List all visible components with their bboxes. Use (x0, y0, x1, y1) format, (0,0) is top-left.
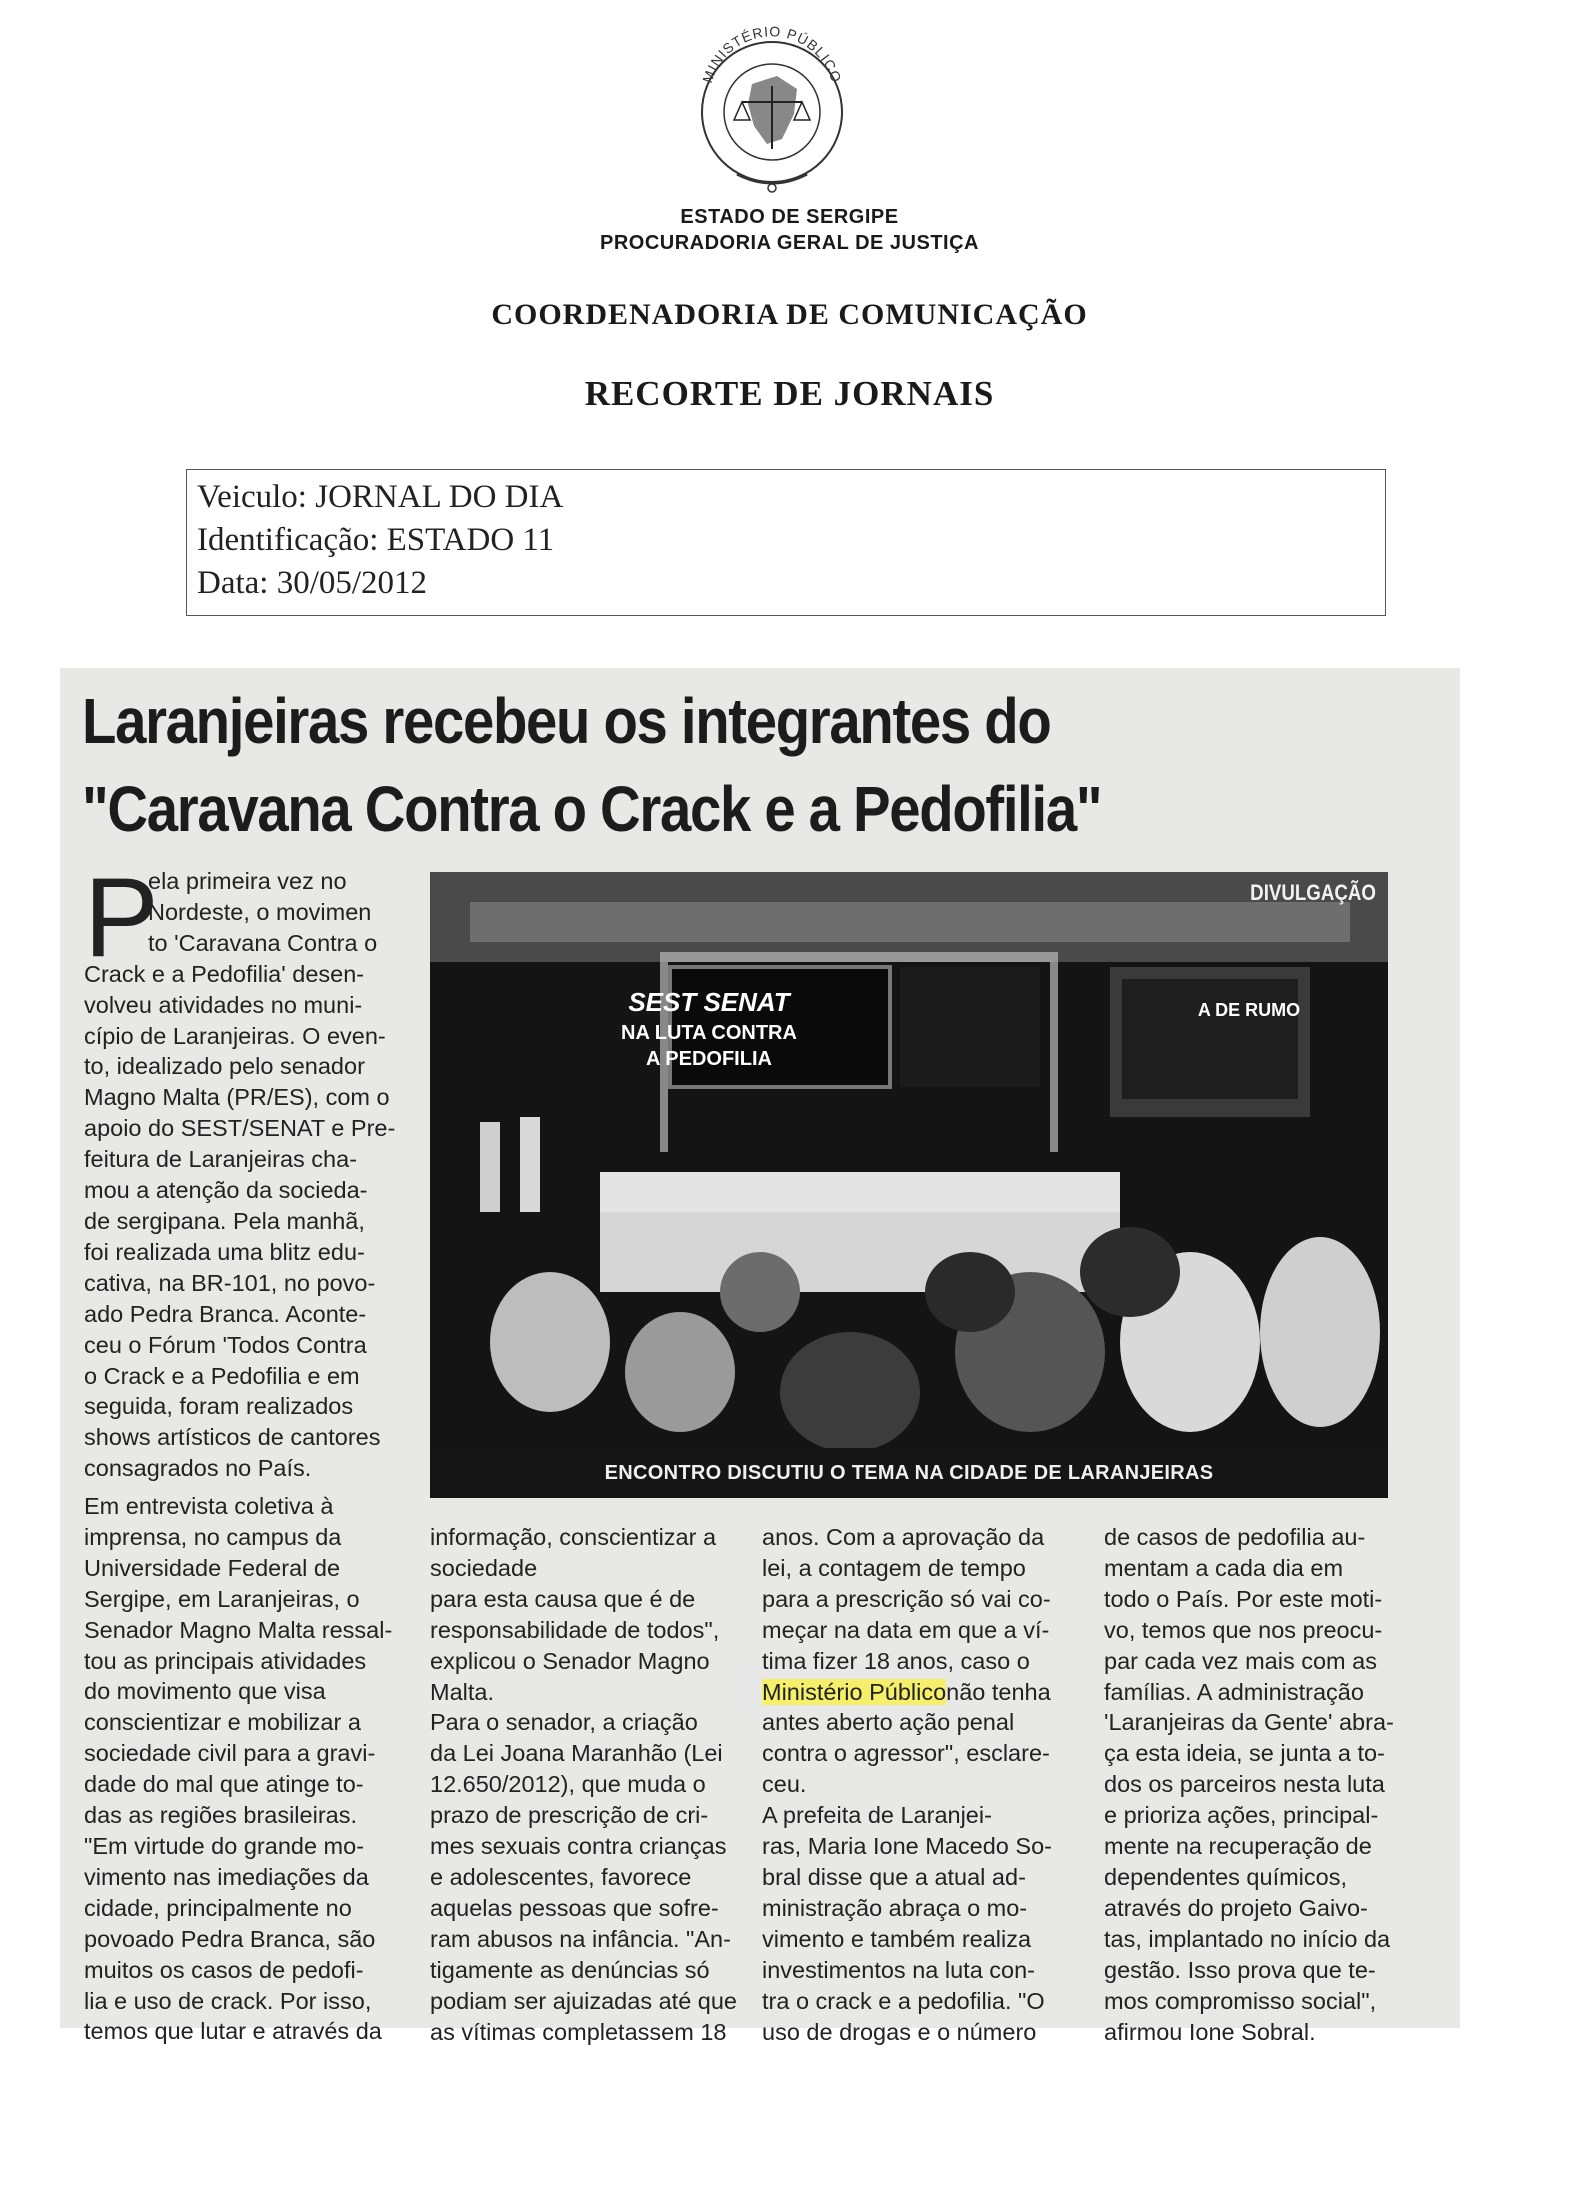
text-line: tou as principais atividades (84, 1647, 367, 1674)
text-line: par cada vez mais com as (1104, 1647, 1377, 1674)
text-line: A prefeita de Laranjei- (762, 1802, 992, 1829)
text-line: anos. Com a aprovação da (762, 1524, 1045, 1550)
identification-line: Identificação: ESTADO 11 (197, 522, 555, 558)
text-line: mou a atenção da socieda- (84, 1177, 368, 1204)
article-column-3 (762, 1522, 1052, 2047)
text-line: vimento e também realiza (762, 1925, 1032, 1952)
department-title: COORDENADORIA DE COMUNICAÇÃO (491, 298, 1088, 331)
text-line: afirmou Ione Sobral. (1104, 2018, 1316, 2045)
screen-subtitle-1: NA LUTA CONTRA (621, 1022, 797, 1044)
text-line: Para o senador, a criação (430, 1709, 698, 1736)
text-line: Crack e a Pedofilia' desen- (84, 960, 365, 987)
text-line: Malta. (430, 1678, 494, 1705)
text-line: podiam ser ajuizadas até que (430, 1987, 738, 2014)
event-photo (430, 872, 1388, 1448)
text-line: Magno Malta (PR/ES), com o (84, 1084, 390, 1111)
text-line: dade do mal que atinge to- (84, 1771, 364, 1798)
ministerio-publico-seal (682, 14, 862, 194)
text-line: da Lei Joana Maranhão (Lei (430, 1740, 723, 1767)
text-line: ceu. (762, 1771, 807, 1798)
text-line: explicou o Senador Magno (430, 1647, 710, 1674)
text-line: investimentos na luta con- (762, 1956, 1036, 1983)
text-line: apoio do SEST/SENAT e Pre- (84, 1115, 396, 1142)
text-line: mes sexuais contra crianças (430, 1833, 727, 1860)
column-3-part-b (762, 1707, 1052, 2047)
article-column-1-top (84, 866, 395, 1484)
date-line: Data: 30/05/2012 (197, 565, 428, 601)
text-line: cípio de Laranjeiras. O even- (84, 1022, 386, 1049)
text-line: povoado Pedra Branca, são (84, 1925, 376, 1952)
office-name: PROCURADORIA GERAL DE JUSTIÇA (600, 232, 979, 254)
text-line: muitos os casos de pedofi- (84, 1956, 364, 1983)
text-line: informação, conscientizar a (430, 1524, 717, 1550)
text-line: das as regiões brasileiras. (84, 1802, 357, 1829)
text-line: ado Pedra Branca. Aconte- (84, 1300, 367, 1327)
text-line: prazo de prescrição de cri- (430, 1802, 709, 1829)
text-line: e prioriza ações, principal- (1104, 1802, 1379, 1829)
text-line: vo, temos que nos preocu- (1104, 1616, 1383, 1643)
text-line: cativa, na BR-101, no povo- (84, 1269, 376, 1296)
text-line: mente na recuperação de (1104, 1833, 1372, 1860)
photo-credit: DIVULGAÇÃO (1250, 880, 1376, 905)
article-column-1-bottom (84, 1491, 392, 2047)
text-line: mos compromisso social", (1104, 1987, 1377, 2014)
text-line: tra o crack e a pedofilia. "O (762, 1987, 1045, 2014)
text-line: tigamente as denúncias só (430, 1956, 710, 1983)
photo-caption: ENCONTRO DISCUTIU O TEMA NA CIDADE DE LARANJEIRAS (430, 1448, 1388, 1498)
screen-right-title: A DE RUMO (1197, 1000, 1301, 1020)
text-line: lei, a contagem de tempo (762, 1554, 1026, 1581)
text-line: to 'Caravana Contra o (148, 929, 378, 956)
text-line: tima fizer 18 anos, caso o (762, 1647, 1030, 1674)
text-line: bral disse que a atual ad- (762, 1863, 1026, 1890)
text-line: lia e uso de crack. Por isso, (84, 1987, 372, 2014)
text-line: através do projeto Gaivo- (1104, 1894, 1368, 1921)
text-line: para esta causa que é de (430, 1585, 696, 1612)
text-line: "Em virtude do grande mo- (84, 1832, 365, 1859)
text-line: Universidade Federal de (84, 1554, 341, 1581)
text-line: as vítimas completassem 18 (430, 2018, 727, 2045)
headline-line-2: "Caravana Contra o Crack e a Pedofilia" (82, 773, 1102, 845)
text-line: do movimento que visa (84, 1678, 326, 1705)
text-line: consagrados no País. (84, 1455, 312, 1482)
drop-cap: P (84, 855, 159, 980)
text-line: todo o País. Por este moti- (1104, 1585, 1383, 1612)
text-line: antes aberto ação penal (762, 1709, 1015, 1736)
text-line: ram abusos na infância. "An- (430, 1925, 731, 1952)
text-line: ras, Maria Ione Macedo So- (762, 1833, 1052, 1860)
text-line: dos os parceiros nesta luta (1104, 1771, 1385, 1798)
text-line: seguida, foram realizados (84, 1393, 354, 1420)
clipping-info-box (186, 469, 1386, 616)
vehicle-line: Veiculo: JORNAL DO DIA (197, 479, 564, 515)
text-line: de sergipana. Pela manhã, (84, 1207, 365, 1234)
text-line: ministração abraça o mo- (762, 1894, 1028, 1921)
text-line: sociedade (430, 1554, 538, 1581)
state-name: ESTADO DE SERGIPE (680, 206, 899, 228)
text-line: volveu atividades no muni- (84, 991, 363, 1018)
text-line: famílias. A administração (1104, 1678, 1364, 1705)
text-line: gestão. Isso prova que te- (1104, 1956, 1376, 1983)
column-3-part-a (762, 1522, 1052, 1677)
text-line: Senador Magno Malta ressal- (84, 1616, 393, 1643)
text-line: Sergipe, em Laranjeiras, o (84, 1585, 360, 1612)
text-line: 12.650/2012), que muda o (430, 1771, 706, 1798)
article-column-4 (1104, 1522, 1394, 2047)
text-line: tas, implantado no início da (1104, 1925, 1391, 1952)
text-line: o Crack e a Pedofilia e em (84, 1362, 360, 1389)
article-column-2 (430, 1522, 737, 2047)
text-line: Em entrevista coletiva à (84, 1493, 334, 1519)
text-line: temos que lutar e através da (84, 2018, 382, 2045)
headline-line-1: Laranjeiras recebeu os integrantes do (82, 685, 1051, 757)
text-line: to, idealizado pelo senador (84, 1053, 365, 1080)
text-line: feitura de Laranjeiras cha- (84, 1146, 358, 1173)
text-line: vimento nas imediações da (84, 1863, 369, 1890)
text-line: Nordeste, o movimen (148, 898, 372, 925)
text-line: foi realizada uma blitz edu- (84, 1238, 365, 1265)
text-line: responsabilidade de todos", (430, 1616, 720, 1643)
screen-subtitle-2: A PEDOFILIA (646, 1048, 772, 1070)
text-line: meçar na data em que a ví- (762, 1616, 1050, 1643)
text-line: contra o agressor", esclare- (762, 1740, 1050, 1767)
text-line: dependentes químicos, (1104, 1863, 1347, 1890)
text-line: shows artísticos de cantores (84, 1424, 381, 1451)
text-line: ceu o Fórum 'Todos Contra (84, 1331, 367, 1358)
text-line: conscientizar e mobilizar a (84, 1709, 361, 1736)
highlight-continuation: não tenha (946, 1678, 1051, 1705)
svg-text:MINISTÉRIO PÚBLICO: MINISTÉRIO PÚBLICO (699, 23, 845, 85)
section-title: RECORTE DE JORNAIS (584, 374, 995, 413)
text-line: ça esta ideia, se junta a to- (1104, 1740, 1385, 1767)
text-line: ela primeira vez no (148, 868, 347, 894)
highlighted-term: Ministério Público (762, 1678, 947, 1705)
text-line: e adolescentes, favorece (430, 1863, 692, 1890)
text-line: sociedade civil para a gravi- (84, 1740, 376, 1767)
text-line: de casos de pedofilia au- (1104, 1524, 1366, 1550)
text-line: cidade, principalmente no (84, 1894, 352, 1921)
text-line: 'Laranjeiras da Gente' abra- (1104, 1709, 1394, 1736)
text-line: mentam a cada dia em (1104, 1554, 1344, 1581)
text-line: para a prescrição só vai co- (762, 1585, 1051, 1612)
text-line: imprensa, no campus da (84, 1523, 342, 1550)
screen-title: SEST SENAT (628, 987, 790, 1017)
text-line: aquelas pessoas que sofre- (430, 1894, 719, 1921)
ministerio-publico-line (762, 1677, 1052, 1708)
text-line: uso de drogas e o número (762, 2018, 1037, 2045)
